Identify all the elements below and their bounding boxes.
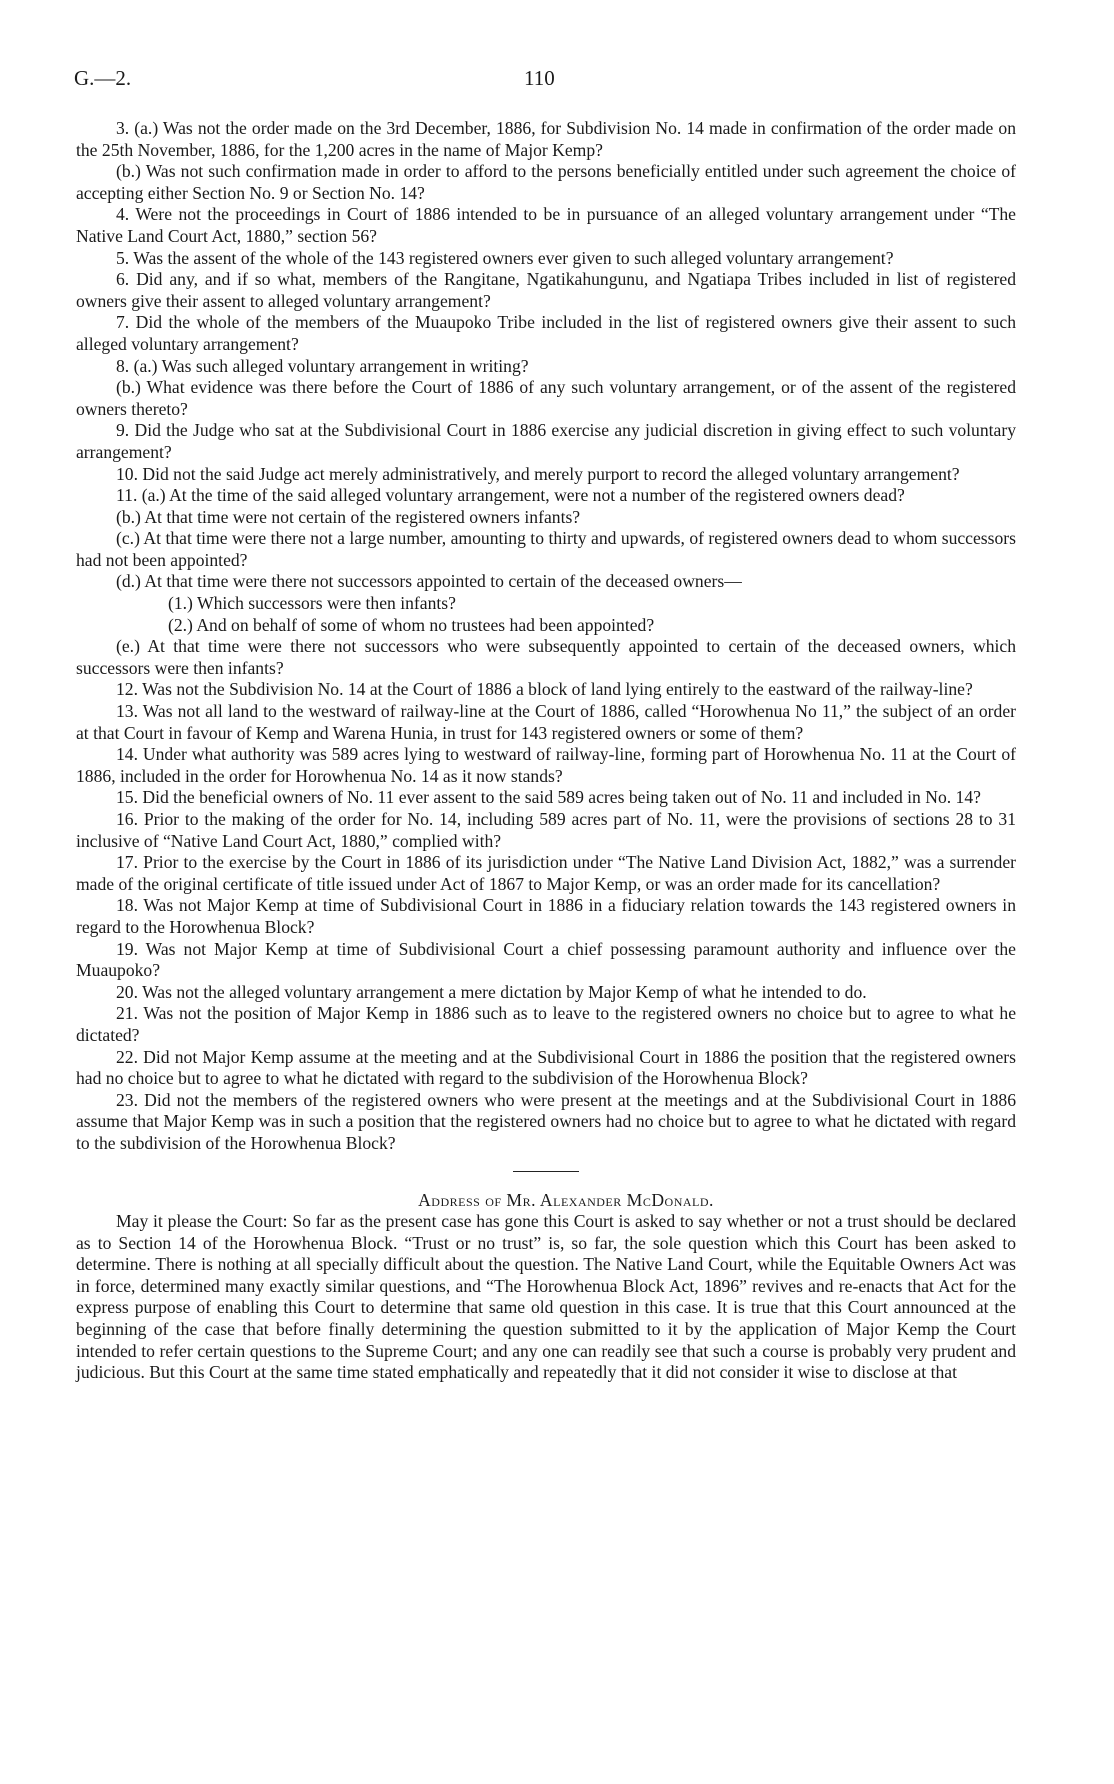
question-17: 17. Prior to the exercise by the Court in 1886 of its jurisdiction under “The Native Land Division Act, 1882,” was a surrender made of the original certificate of title issued under Act of 1867 to Major Kemp, or was an order made for its cancellation? [76, 852, 1016, 894]
series-header: G.—2. [74, 66, 132, 90]
question-19: 19. Was not Major Kemp at time of Subdivisional Court a chief possessing paramount authority and influence over the Muaupoko? [76, 938, 1016, 981]
question-21: 21. Was not the position of Major Kemp in 1886 such as to leave to the registered owners no choice but to agree to what he dictated? [76, 1003, 1016, 1045]
question-7: 7. Did the whole of the members of the Muaupoko Tribe included in the list of registered owners give their assent to such alleged voluntary arrangement? [76, 312, 1016, 354]
question-11d-1: (1.) Which successors were then infants? [168, 593, 456, 614]
question-9: 9. Did the Judge who sat at the Subdivisional Court in 1886 exercise any judicial discretion in giving effect to such voluntary arrangement? [76, 420, 1016, 462]
question-3a: 3. (a.) Was not the order made on the 3rd December, 1886, for Subdivision No. 14 made in confirmation of the order made on the 25th November, 1886, for the 1,200 acres in the name of Major Kemp? [76, 118, 1016, 160]
question-3b: (b.) Was not such confirmation made in order to afford to the persons beneficially entitled under such agreement the choice of accepting either Section No. 9 or Section No. 14? [76, 161, 1016, 203]
question-22: 22. Did not Major Kemp assume at the meeting and at the Subdivisional Court in 1886 the position that the registered owners had no choice but to agree to what he dictated with regard to the subdivision of the Horowhenua Block? [76, 1046, 1016, 1089]
question-11b: (b.) At that time were not certain of the registered owners infants? [116, 506, 581, 527]
question-11d: (d.) At that time were there not successors appointed to certain of the deceased owners— [116, 571, 742, 592]
question-11a: 11. (a.) At the time of the said alleged voluntary arrangement, were not a number of the registered owners dead? [116, 485, 905, 506]
question-8a: 8. (a.) Was such alleged voluntary arrangement in writing? [116, 355, 529, 376]
question-14: 14. Under what authority was 589 acres lying to westward of railway-line, forming part of Horowhenua No. 11 at the Court of 1886, included in the order for Horowhenua No. 14 as it now stands? [76, 744, 1016, 786]
page-number: 110 [524, 66, 555, 90]
question-18: 18. Was not Major Kemp at time of Subdivisional Court in 1886 in a fiduciary relation towards the 143 registered owners in regard to the Horowhenua Block? [76, 895, 1016, 937]
question-23: 23. Did not the members of the registered owners who were present at the meetings and at the Subdivisional Court in 1886 assume that Major Kemp was in such a position that the registered owners had no choice but to agree to what he dictated with regard to the subdivision of the Horowhenua Block? [76, 1089, 1016, 1153]
question-13: 13. Was not all land to the westward of railway-line at the Court of 1886, called “Horowhenua No 11,” the subject of an order at that Court in favour of Kemp and Warena Hunia, in trust for 143 registered owners or some of them? [76, 701, 1016, 743]
document-body [76, 118, 1016, 1384]
question-11c: (c.) At that time were there not a large number, amounting to thirty and upwards, of registered owners dead to whom successors had not been appointed? [76, 528, 1016, 570]
question-4: 4. Were not the proceedings in Court of 1886 intended to be in pursuance of an alleged voluntary arrangement under “The Native Land Court Act, 1880,” section 56? [76, 204, 1016, 246]
question-6: 6. Did any, and if so what, members of the Rangitane, Ngatikahungunu, and Ngatiapa Tribes included in list of registered owners give their assent to alleged voluntary arrangement? [76, 269, 1016, 311]
address-heading: Address of Mr. Alexander McDonald. [418, 1189, 714, 1210]
question-12: 12. Was not the Subdivision No. 14 at the Court of 1886 a block of land lying entirely to the eastward of the railway-line? [116, 679, 973, 700]
question-16: 16. Prior to the making of the order for No. 14, including 589 acres part of No. 11, were the provisions of sections 28 to 31 inclusive of “Native Land Court Act, 1880,” complied with? [76, 809, 1016, 851]
question-20: 20. Was not the alleged voluntary arrangement a mere dictation by Major Kemp of what he intended to do. [116, 981, 867, 1002]
question-5: 5. Was the assent of the whole of the 143 registered owners ever given to such alleged voluntary arrangement? [116, 247, 894, 268]
question-11d-2: (2.) And on behalf of some of whom no trustees had been appointed? [168, 614, 655, 635]
question-8b: (b.) What evidence was there before the Court of 1886 of any such voluntary arrangement, or of the assent of the registered owners thereto? [76, 377, 1016, 419]
question-15: 15. Did the beneficial owners of No. 11 ever assent to the said 589 acres being taken out of No. 11 and included in No. 14? [116, 787, 981, 808]
question-11e: (e.) At that time were there not successors who were subsequently appointed to certain of the deceased owners, which successors were then infants? [76, 636, 1016, 678]
section-divider [513, 1171, 579, 1172]
address-paragraph: May it please the Court: So far as the present case has gone this Court is asked to say whether or not a trust should be declared as to Section 14 of the Horowhenua Block. “Trust or no trust” is, so far, the sole question which this Court has been asked to determine. There is nothing at all specially difficult about the question. The Native Land Court, while the Equitable Owners Act was in force, determined many exactly similar questions, and “The Horowhenua Block Act, 1896” revives and re-enacts that Act for the express purpose of enabling this Court to determine that same old question in this case. It is true that this Court announced at the beginning of the case that before finally determining the question submitted to it by the application of Major Kemp the Court intended to refer certain questions to the Supreme Court; and any one can readily see that such a course is probably very prudent and judicious. But this Court at the same time stated emphatically and repeatedly that it did not consider it wise to disclose at that [76, 1211, 1016, 1383]
question-10: 10. Did not the said Judge act merely administratively, and merely purport to record the alleged voluntary arrangement? [116, 463, 960, 484]
